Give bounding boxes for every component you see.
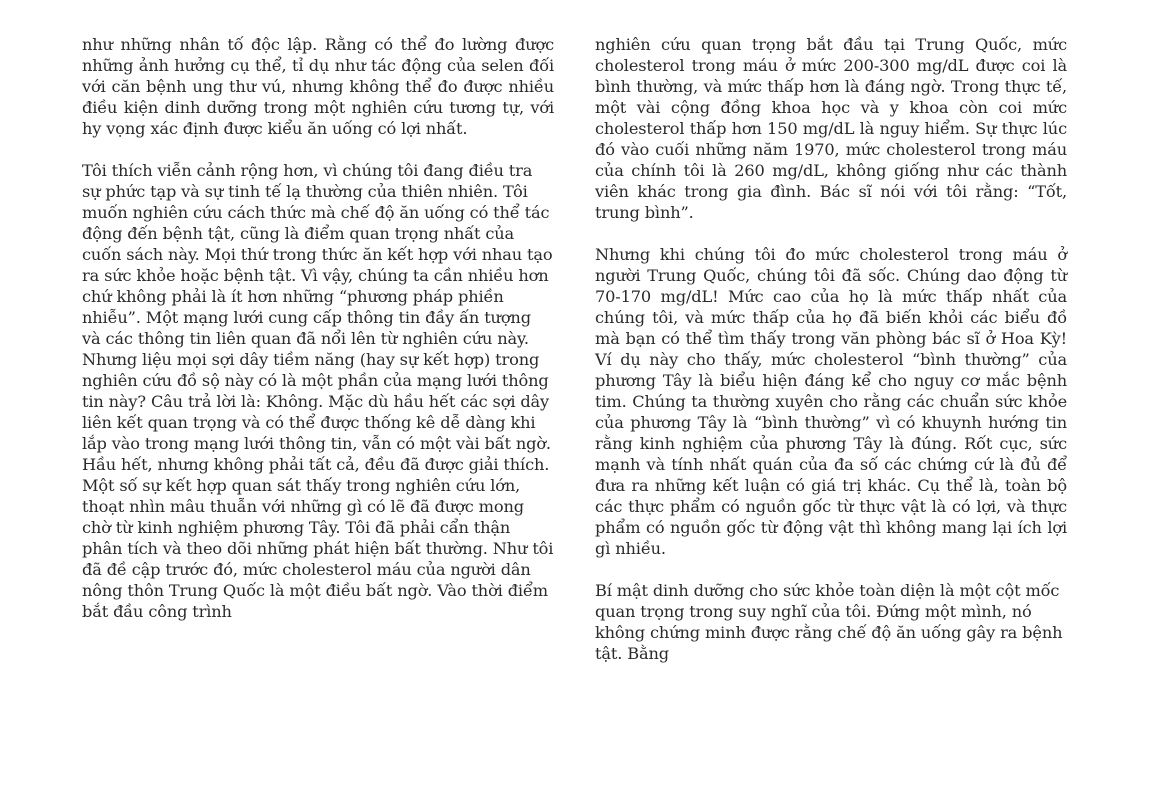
- paragraph: Tôi thích viễn cảnh rộng hơn, vì chúng tôi đang điều tra sự phức tạp và sự tinh tế lạ thường của thiên nhiên. Tôi muốn nghiên cứu cách thức mà chế độ ăn uống có thể tác động đến bệnh tật, cũng là điểm quan trọng nhất của cuốn sách này. Mọi thứ trong thức ăn kết hợp với nhau tạo ra sức khỏe hoặc bệnh tật. Vì vậy, chúng ta cần nhiều hơn chứ không phải là ít hơn những “phương pháp phiền nhiễu”. Một mạng lưới cung cấp thông tin đầy ấn tượng và các thông tin liên quan đã nổi lên từ nghiên cứu này. Nhưng liệu mọi sợi dây tiềm năng (hay sự kết hợp) trong nghiên cứu đồ sộ này có là một phần của mạng lưới thông tin này? Câu trả lời là: Không. Mặc dù hầu hết các sợi dây liên kết quan trọng và có thể được thống kê dễ dàng khi lắp vào trong mạng lưới thông tin, vẫn có một vài bất ngờ. Hầu hết, nhưng không phải tất cả, đều đã được giải thích. Một số sự kết hợp quan sát thấy trong nghiên cứu lớn, thoạt nhìn mâu thuẫn với những gì có lẽ đã được mong chờ từ kinh nghiệm phương Tây. Tôi đã phải cẩn thận phân tích và theo dõi những phát hiện bất thường. Như tôi đã đề cập trước đó, mức cholesterol máu của người dân nông thôn Trung Quốc là một điều bất ngờ. Vào thời điểm bắt đầu công trình: [82, 161, 554, 621]
- left-text-column: [82, 34, 554, 622]
- paragraph: Bí mật dinh dưỡng cho sức khỏe toàn diện là một cột mốc quan trọng trong suy nghĩ của tôi. Đứng một mình, nó không chứng minh được rằng chế độ ăn uống gây ra bệnh tật. Bằng: [595, 581, 1063, 663]
- paragraph: Nhưng khi chúng tôi đo mức cholesterol trong máu ở người Trung Quốc, chúng tôi đã sốc. Chúng dao động từ 70-170 mg/dL! Mức cao của họ là mức thấp nhất của chúng tôi, và mức thấp của họ đã biến khỏi các biểu đồ mà bạn có thể tìm thấy trong văn phòng bác sĩ ở Hoa Kỳ! Ví dụ này cho thấy, mức cholesterol “bình thường” của phương Tây là biểu hiện đáng kể cho nguy cơ mắc bệnh tim. Chúng ta thường xuyên cho rằng các chuẩn sức khỏe của phương Tây là “bình thường” vì có khuynh hướng tin rằng kinh nghiệm của phương Tây là đúng. Rốt cục, sức mạnh và tính nhất quán của đa số các chứng cứ là đủ để đưa ra những kết luận có giá trị khác. Cụ thể là, toàn bộ các thực phẩm có nguồn gốc từ thực vật là có lợi, và thực phẩm có nguồn gốc từ động vật thì không mang lại ích lợi gì nhiều.: [595, 245, 1067, 558]
- paragraph: như những nhân tố độc lập. Rằng có thể đo lường được những ảnh hưởng cụ thể, tỉ dụ như tác động của selen đối với căn bệnh ung thư vú, nhưng không thể đo được nhiều điều kiện dinh dưỡng trong một nghiên cứu tương tự, với hy vọng xác định được kiểu ăn uống có lợi nhất.: [82, 35, 554, 138]
- right-text-column: [595, 34, 1067, 664]
- paragraph: nghiên cứu quan trọng bắt đầu tại Trung Quốc, mức cholesterol trong máu ở mức 200-300 mg/dL được coi là bình thường, và mức thấp hơn là đáng ngờ. Trong thực tế, một vài cộng đồng khoa học và y khoa còn coi mức cholesterol thấp hơn 150 mg/dL là nguy hiểm. Sự thực lúc đó vào cuối những năm 1970, mức cholesterol trong máu của chính tôi là 260 mg/dL, không giống như các thành viên khác trong gia đình. Bác sĩ nói với tôi rằng: “Tốt, trung bình”.: [595, 35, 1067, 222]
